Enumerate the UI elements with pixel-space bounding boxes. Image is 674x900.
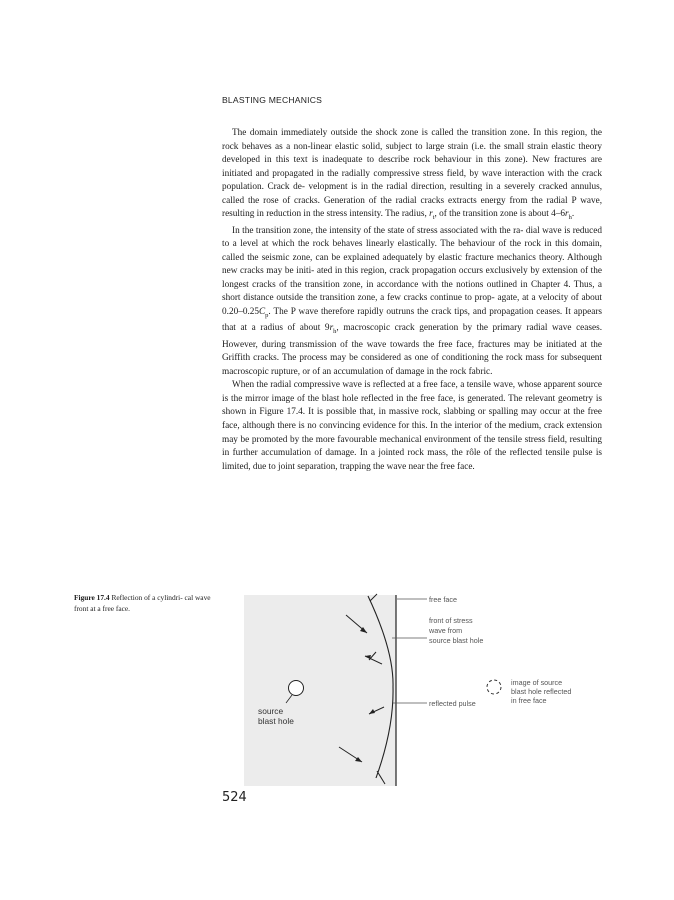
- image-source-icon: [487, 680, 501, 694]
- body-text: [222, 127, 602, 474]
- page-number: 524: [222, 790, 247, 805]
- label-front-2: wave from: [429, 626, 463, 635]
- paragraph-2: In the transition zone, the intensity of the state of stress associated with the ra- dial wave is reduced to a level at which the rock behaves linearly elastically. The behaviour of the rock in this domain, called the seismic zone, can be explained adequately by elastic fracture mechanics theory. Although new cracks may be initi- ated in this region, crack propagation occurs exclusively by extension of the longest cracks of the transition zone, in accordance with the notions outlined in Chapter 4. Thus, a short distance outside the transition zone, a few cracks continue to prop- agate, at a velocity of about $0.20-0.25C_p$. The P wave therefore rapidly outruns the crack tips, and propagation ceases. It appears that at a radius of about $9r_h$, macroscopic crack generation by the primary radial wave ceases. However, during transmission of the wave towards the free face, fractures may be initiated at the Griffith cracks. The process may be considered as one of conditioning the rock mass for subsequent macroscopic rupture, or of an accumulation of damage in the rock fabric.: [222, 225, 603, 377]
- label-front-1: front of stress: [429, 616, 473, 625]
- label-image-2: blast hole reflected: [511, 687, 572, 696]
- reflection-diagram: [244, 592, 619, 787]
- figure-17-4: [244, 592, 619, 787]
- source-blast-hole-icon: [289, 681, 304, 696]
- label-free-face: free face: [429, 595, 457, 604]
- paragraph-1: The domain immediately outside the shock zone is called the transition zone. In this region, the rock behaves as a non-linear elastic solid, subject to large strain (i.e. the small strain elastic theory developed in this text is inadequate to describe rock behaviour in this zone). New fractures are initiated and propagated in the radially compressive stress field, by wave interaction with the crack population. Crack de- velopment is in the radial direction, resulting in a severely cracked annulus, called the rose of cracks. Generation of the radial cracks extracts energy from the radial P wave, resulting in reduction in the stress intensity. The radius, $r_t$, of the transition zone is about $4-6r_h$.: [222, 128, 603, 222]
- figure-caption: [74, 592, 214, 614]
- label-source-1: source: [258, 706, 284, 716]
- label-front-3: source blast hole: [429, 636, 484, 645]
- rock-medium-shading: [244, 595, 396, 786]
- label-image-1: image of source: [511, 678, 563, 687]
- figure-caption-text: Reflection of a cylindri- cal wave front at a free face.: [74, 593, 211, 613]
- label-reflected-pulse: reflected pulse: [429, 699, 476, 708]
- running-head: BLASTING MECHANICS: [222, 95, 323, 105]
- figure-label: Figure 17.4: [74, 593, 110, 602]
- paragraph-3: When the radial compressive wave is reflected at a free face, a tensile wave, whose apparent source is the mirror image of the blast hole reflected in the free face, is generated. The relevant geometry is shown in Figure 17.4. It is possible that, in massive rock, slabbing or spalling may occur at the free face, although there is no convincing evidence for this. In the interior of the medium, crack extension may be promoted by the more favourable mechanical environment of the tensile stress field, resulting in further accumulation of damage. In a jointed rock mass, the rôle of the reflected tensile pulse is limited, due to joint separation, trapping the wave near the free face.: [222, 380, 603, 472]
- label-source-2: blast hole: [258, 716, 294, 726]
- label-image-3: in free face: [511, 696, 547, 705]
